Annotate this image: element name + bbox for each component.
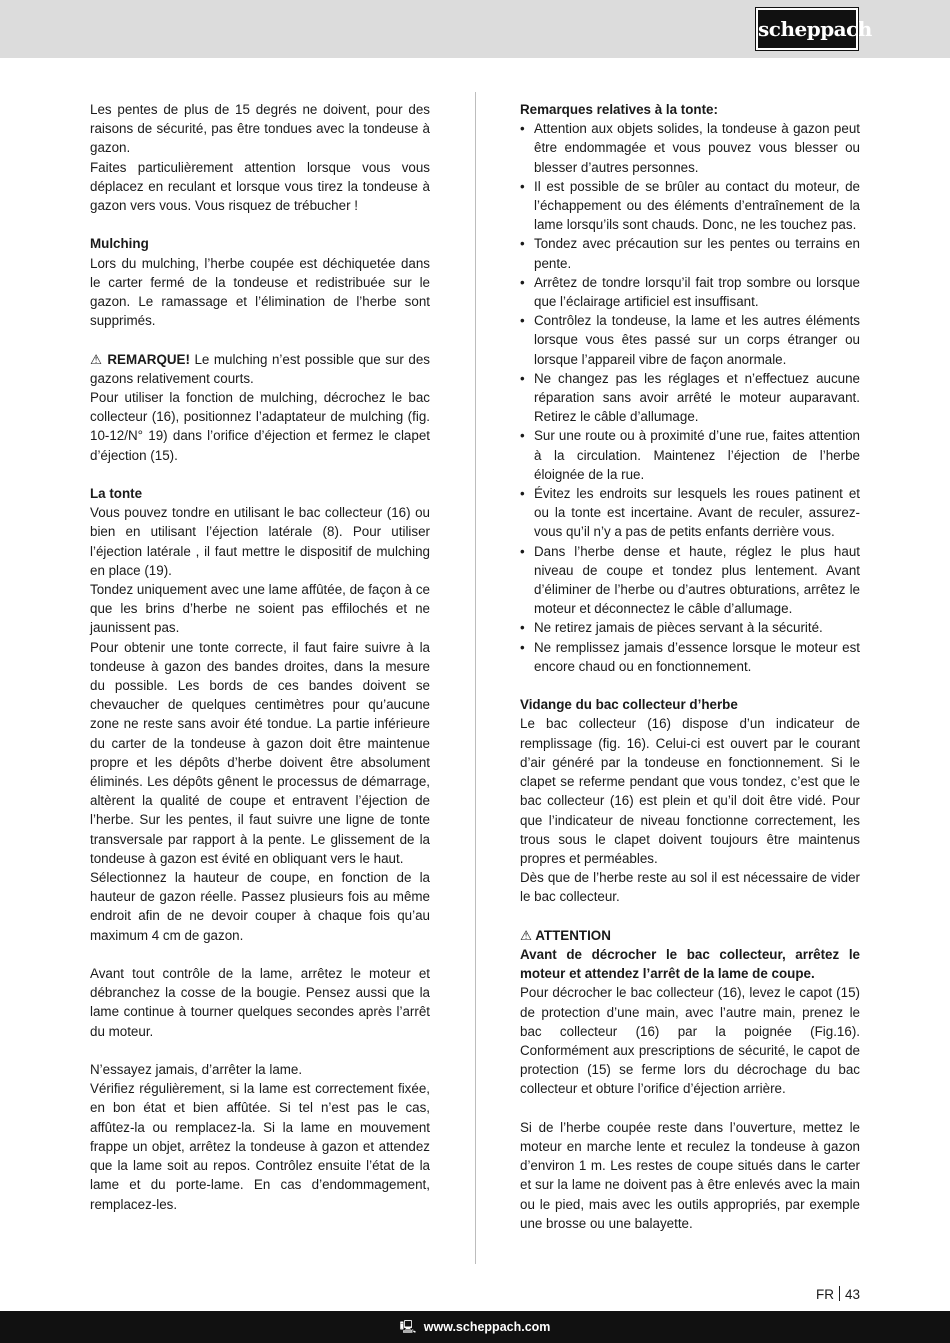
footer-bar xyxy=(0,1311,950,1343)
mulching-paragraph: Lors du mulching, l’herbe coupée est déchiquetée dans le carter fermé de la tondeuse et redistribuée sur le gazon. Le ramassage et l’élimination de l’herbe sont supprimés. xyxy=(90,255,430,329)
left-column xyxy=(90,100,430,1214)
page-number xyxy=(816,1286,860,1302)
vidange-heading: Vidange du bac collecteur d’herbe xyxy=(520,697,738,713)
language-code: FR xyxy=(815,1287,834,1302)
list-item: • Ne remplissez jamais d’essence lorsque le moteur est encore chaud ou en fonctionnement. xyxy=(520,638,860,676)
header-bar xyxy=(0,0,950,58)
list-item: • Arrêtez de tondre lorsqu’il fait trop sombre ou lorsque que l’éclairage artificiel est insuffisant. xyxy=(520,273,860,311)
attention-warning: Avant de décrocher le bac collecteur, arrêtez le moteur et attendez l’arrêt de la lame de coupe. xyxy=(520,946,860,982)
remarques-heading: Remarques relatives à la tonte: xyxy=(520,102,718,117)
remarque-note xyxy=(90,350,430,388)
warning-icon: ⚠ xyxy=(520,927,533,943)
column-divider xyxy=(475,92,476,1264)
mulching-instructions: Pour utiliser la fonction de mulching, décrochez le bac collecteur (16), positionnez l’adaptateur de mulching (fig. 10-12/N° 19) dans l’orifice d’éjection et fermez le clapet d’éjection (15). xyxy=(90,390,430,463)
tonte-paragraph-2: Tondez uniquement avec une lame affûtée, de façon à ce que les brins d’herbe ne soient pas effilochés et ne jaunissent pas. xyxy=(90,582,430,636)
vidange-paragraph-1: Le bac collecteur (16) dispose d’un indicateur de remplissage (fig. 16). Celui-ci est ouvert par le courant d’air généré par la tondeuse en fonctionnement. Si le clapet se referme pendant que vous tondez, c’est que le bac collecteur (16) est plein et qu’il doit être vidé. Pour que l’indicateur de niveau fonctionne correctement, les trous sous le clapet doivent toujours être maintenus propres et perméables. xyxy=(520,716,860,866)
slope-paragraph: Les pentes de plus de 15 degrés ne doivent, pour des raisons de sécurité, pas être tondues avec la tondeuse à gazon. xyxy=(90,102,430,156)
computer-icon: 🖳 xyxy=(399,1320,417,1334)
attention-heading xyxy=(520,926,860,945)
mulching-heading: Mulching xyxy=(90,236,149,252)
tonte-paragraph-4: Sélectionnez la hauteur de coupe, en fonction de la hauteur de gazon réelle. Passez plusieurs fois au même endroit afin de ne devoir couper à chaque fois qu’au maximum 4 cm de gazon. xyxy=(90,870,430,943)
page-num: 43 xyxy=(844,1287,860,1302)
vidange-paragraph-2: Dès que de l’herbe reste au sol il est nécessaire de vider le bac collecteur. xyxy=(520,870,860,905)
tonte-paragraph-6: N’essayez jamais, d’arrêter la lame. xyxy=(90,1062,303,1078)
website-link[interactable]: www.scheppach.com xyxy=(423,1320,551,1334)
list-item: • Ne changez pas les réglages et n’effectuez aucune réparation sans avoir arrêté le moteur auparavant. Retirez le câble d’allumage. xyxy=(520,369,860,427)
list-item: • Sur une route ou à proximité d’une rue, faites attention à la circulation. Maintenez l’éjection de l’herbe éloignée de la rue. xyxy=(520,426,860,484)
caution-paragraph: Faites particulièrement attention lorsque vous vous déplacez en reculant et lorsque vous tirez la tondeuse à gazon vers vous. Vous risquez de trébucher ! xyxy=(90,159,430,214)
list-item: • Dans l’herbe dense et haute, réglez le plus haut niveau de coupe et tondez plus lentement. Avant d’éliminer de l’herbe ou d’autres obturations, arrêtez le moteur et déconnectez le câble d’allumage. xyxy=(520,542,860,619)
list-item: • Évitez les endroits sur lesquels les roues patinent et ou la tonte est incertaine. Avant de reculer, assurez-vous qu’il n’y a pas de petits enfants derrière vous. xyxy=(520,484,860,542)
tonte-paragraph-1: Vous pouvez tondre en utilisant le bac collecteur (16) ou bien en utilisant l’éjection latérale (8). Pour utiliser l’éjection latérale , il faut mettre le dispositif de mulching en place (19). xyxy=(90,505,430,578)
remarque-text: Le mulching n’est possible que sur des gazons relativement courts. xyxy=(90,351,430,386)
scheppach-logo: scheppach xyxy=(756,8,858,50)
list-item: • Ne retirez jamais de pièces servant à la sécurité. xyxy=(520,618,860,637)
page-separator xyxy=(839,1286,840,1301)
attention-label: ATTENTION xyxy=(535,927,611,943)
attention-paragraph-1: Pour décrocher le bac collecteur (16), levez le capot (15) de protection d’une main, avec l’autre main, prenez le bac collecteur (16) par la poignée (Fig.16). Conformément aux prescriptions de sécurité, le capot de protection (15) se ferme lors du décrochage du bac collecteur et obture l’orifice d’éjection arrière. xyxy=(520,985,860,1097)
right-column xyxy=(520,100,860,1233)
attention-paragraph-2: Si de l’herbe coupée reste dans l’ouverture, mettez le moteur en marche lente et reculez la tondeuse à gazon d’environ 1 m. Les restes de coupe situés dans le carter et sur la lame ne doivent pas à être enlevés avec la main ou le pied, mais avec les outils appropriés, par exemple une brosse ou une balayette. xyxy=(520,1119,860,1231)
list-item: • Attention aux objets solides, la tondeuse à gazon peut être endommagée et vous pouvez vous blesser ou blesser d’autres personnes. xyxy=(520,119,860,177)
tonte-heading: La tonte xyxy=(90,486,143,502)
tonte-paragraph-7: Vérifiez régulièrement, si la lame est correctement fixée, en bon état et bien affûtée. Si tel n’est pas le cas, affûtez-la ou remplacez-la. Si la lame en mouvement frappe un objet, arrêtez la tondeuse à gazon et attendez que la lame soit au repos. Contrôlez ensuite l’état de la lame et du porte-lame. En cas d’endommagement, remplacez-les. xyxy=(90,1081,430,1212)
tonte-paragraph-3: Pour obtenir une tonte correcte, il faut faire suivre à la tondeuse à gazon des bandes droites, dans la mesure du possible. Les bords de ces bandes doivent se chevaucher de quelques centimètres pour qu’aucune zone ne reste sans avoir été tondue. La partie inférieure du carter de la tondeuse à gazon doit être maintenue propre et les dépôts d’herbe doivent être absolument éliminés. Les dépôts gênent le processus de démarrage, altèrent la qualité de coupe et entravent l’éjection de l’herbe. Sur les pentes, il faut suivre une ligne de tonte transversale par rapport à la pente. Le glissement de la tondeuse à gazon est évité en obliquant vers le haut. xyxy=(90,639,430,866)
warning-icon: ⚠ xyxy=(90,351,103,367)
list-item: • Tondez avec précaution sur les pentes ou terrains en pente. xyxy=(520,234,860,272)
remarques-list xyxy=(520,119,860,676)
tonte-paragraph-5: Avant tout contrôle de la lame, arrêtez le moteur et débranchez la cosse de la bougie. Pensez aussi que la lame continue à tourner quelques secondes après l’arrêt du moteur. xyxy=(90,966,430,1039)
list-item: • Il est possible de se brûler au contact du moteur, de l’échappement ou des éléments d’entraînement de la lame lorsqu’ils sont chauds. Donc, ne les touchez pas. xyxy=(520,177,860,235)
remarque-label: REMARQUE! xyxy=(107,351,190,367)
list-item: • Contrôlez la tondeuse, la lame et les autres éléments lorsque vous êtes passé sur un corps étranger ou lorsque l’appareil vibre de façon anormale. xyxy=(520,311,860,369)
